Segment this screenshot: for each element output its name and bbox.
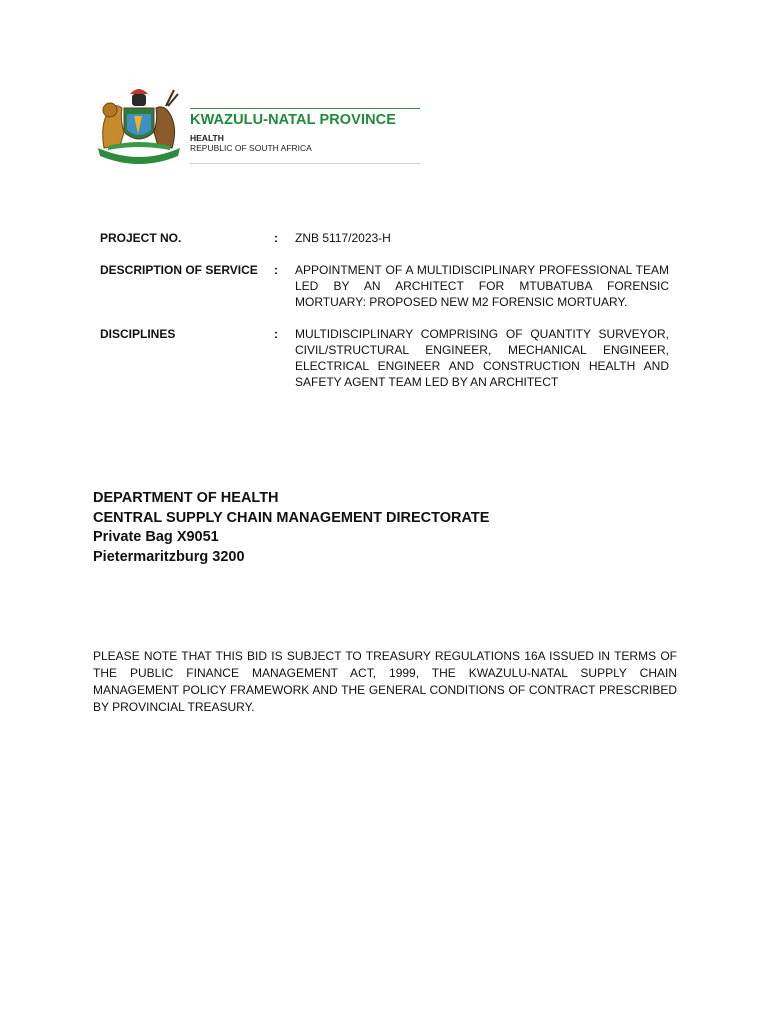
address-block <box>93 489 489 567</box>
letterhead-bottom-rule <box>190 163 420 164</box>
province-name: KWAZULU-NATAL PROVINCE <box>190 112 396 128</box>
project-number-value: ZNB 5117/2023-H <box>295 231 391 245</box>
address-line: CENTRAL SUPPLY CHAIN MANAGEMENT DIRECTORATE <box>93 509 490 526</box>
letterhead <box>94 86 420 166</box>
address-line: DEPARTMENT OF HEALTH <box>93 490 279 506</box>
field-disciplines <box>100 326 672 390</box>
country-name: REPUBLIC OF SOUTH AFRICA <box>190 143 312 153</box>
field-project-no <box>100 230 672 246</box>
letterhead-text <box>190 112 396 153</box>
field-colon: : <box>274 263 278 277</box>
field-colon: : <box>274 231 278 245</box>
address-line: Pietermaritzburg 3200 <box>93 548 245 565</box>
description-value: APPOINTMENT OF A MULTIDISCIPLINARY PROFESSIONAL TEAM LED BY AN ARCHITECT FOR MTUBATUBA FORENSIC MORTUARY: PROPOSED NEW M2 FORENSIC MORTUARY. <box>295 263 669 309</box>
disciplines-value: MULTIDISCIPLINARY COMPRISING OF QUANTITY SURVEYOR, CIVIL/STRUCTURAL ENGINEER, MECHANICAL ENGINEER, ELECTRICAL ENGINEER AND CONSTRUCTION HEALTH AND SAFETY AGENT TEAM LED BY AN ARCHITECT <box>295 327 669 389</box>
field-label: DESCRIPTION OF SERVICE <box>100 263 258 277</box>
field-label: DISCIPLINES <box>100 327 176 341</box>
field-description-of-service <box>100 262 672 310</box>
treasury-notice: PLEASE NOTE THAT THIS BID IS SUBJECT TO TREASURY REGULATIONS 16A ISSUED IN TERMS OF THE PUBLIC FINANCE MANAGEMENT ACT, 1999, THE KWAZULU-NATAL SUPPLY CHAIN MANAGEMENT POLICY FRAMEWORK AND THE GENERAL CONDITIONS OF CONTRACT PRESCRIBED BY PROVINCIAL TREASURY. <box>93 649 677 714</box>
field-colon: : <box>274 327 278 341</box>
department-name: HEALTH <box>190 133 224 143</box>
letterhead-top-rule <box>190 108 420 109</box>
coat-of-arms-icon <box>94 86 184 166</box>
field-label: PROJECT NO. <box>100 231 182 245</box>
address-line: Private Bag X9051 <box>93 529 219 545</box>
